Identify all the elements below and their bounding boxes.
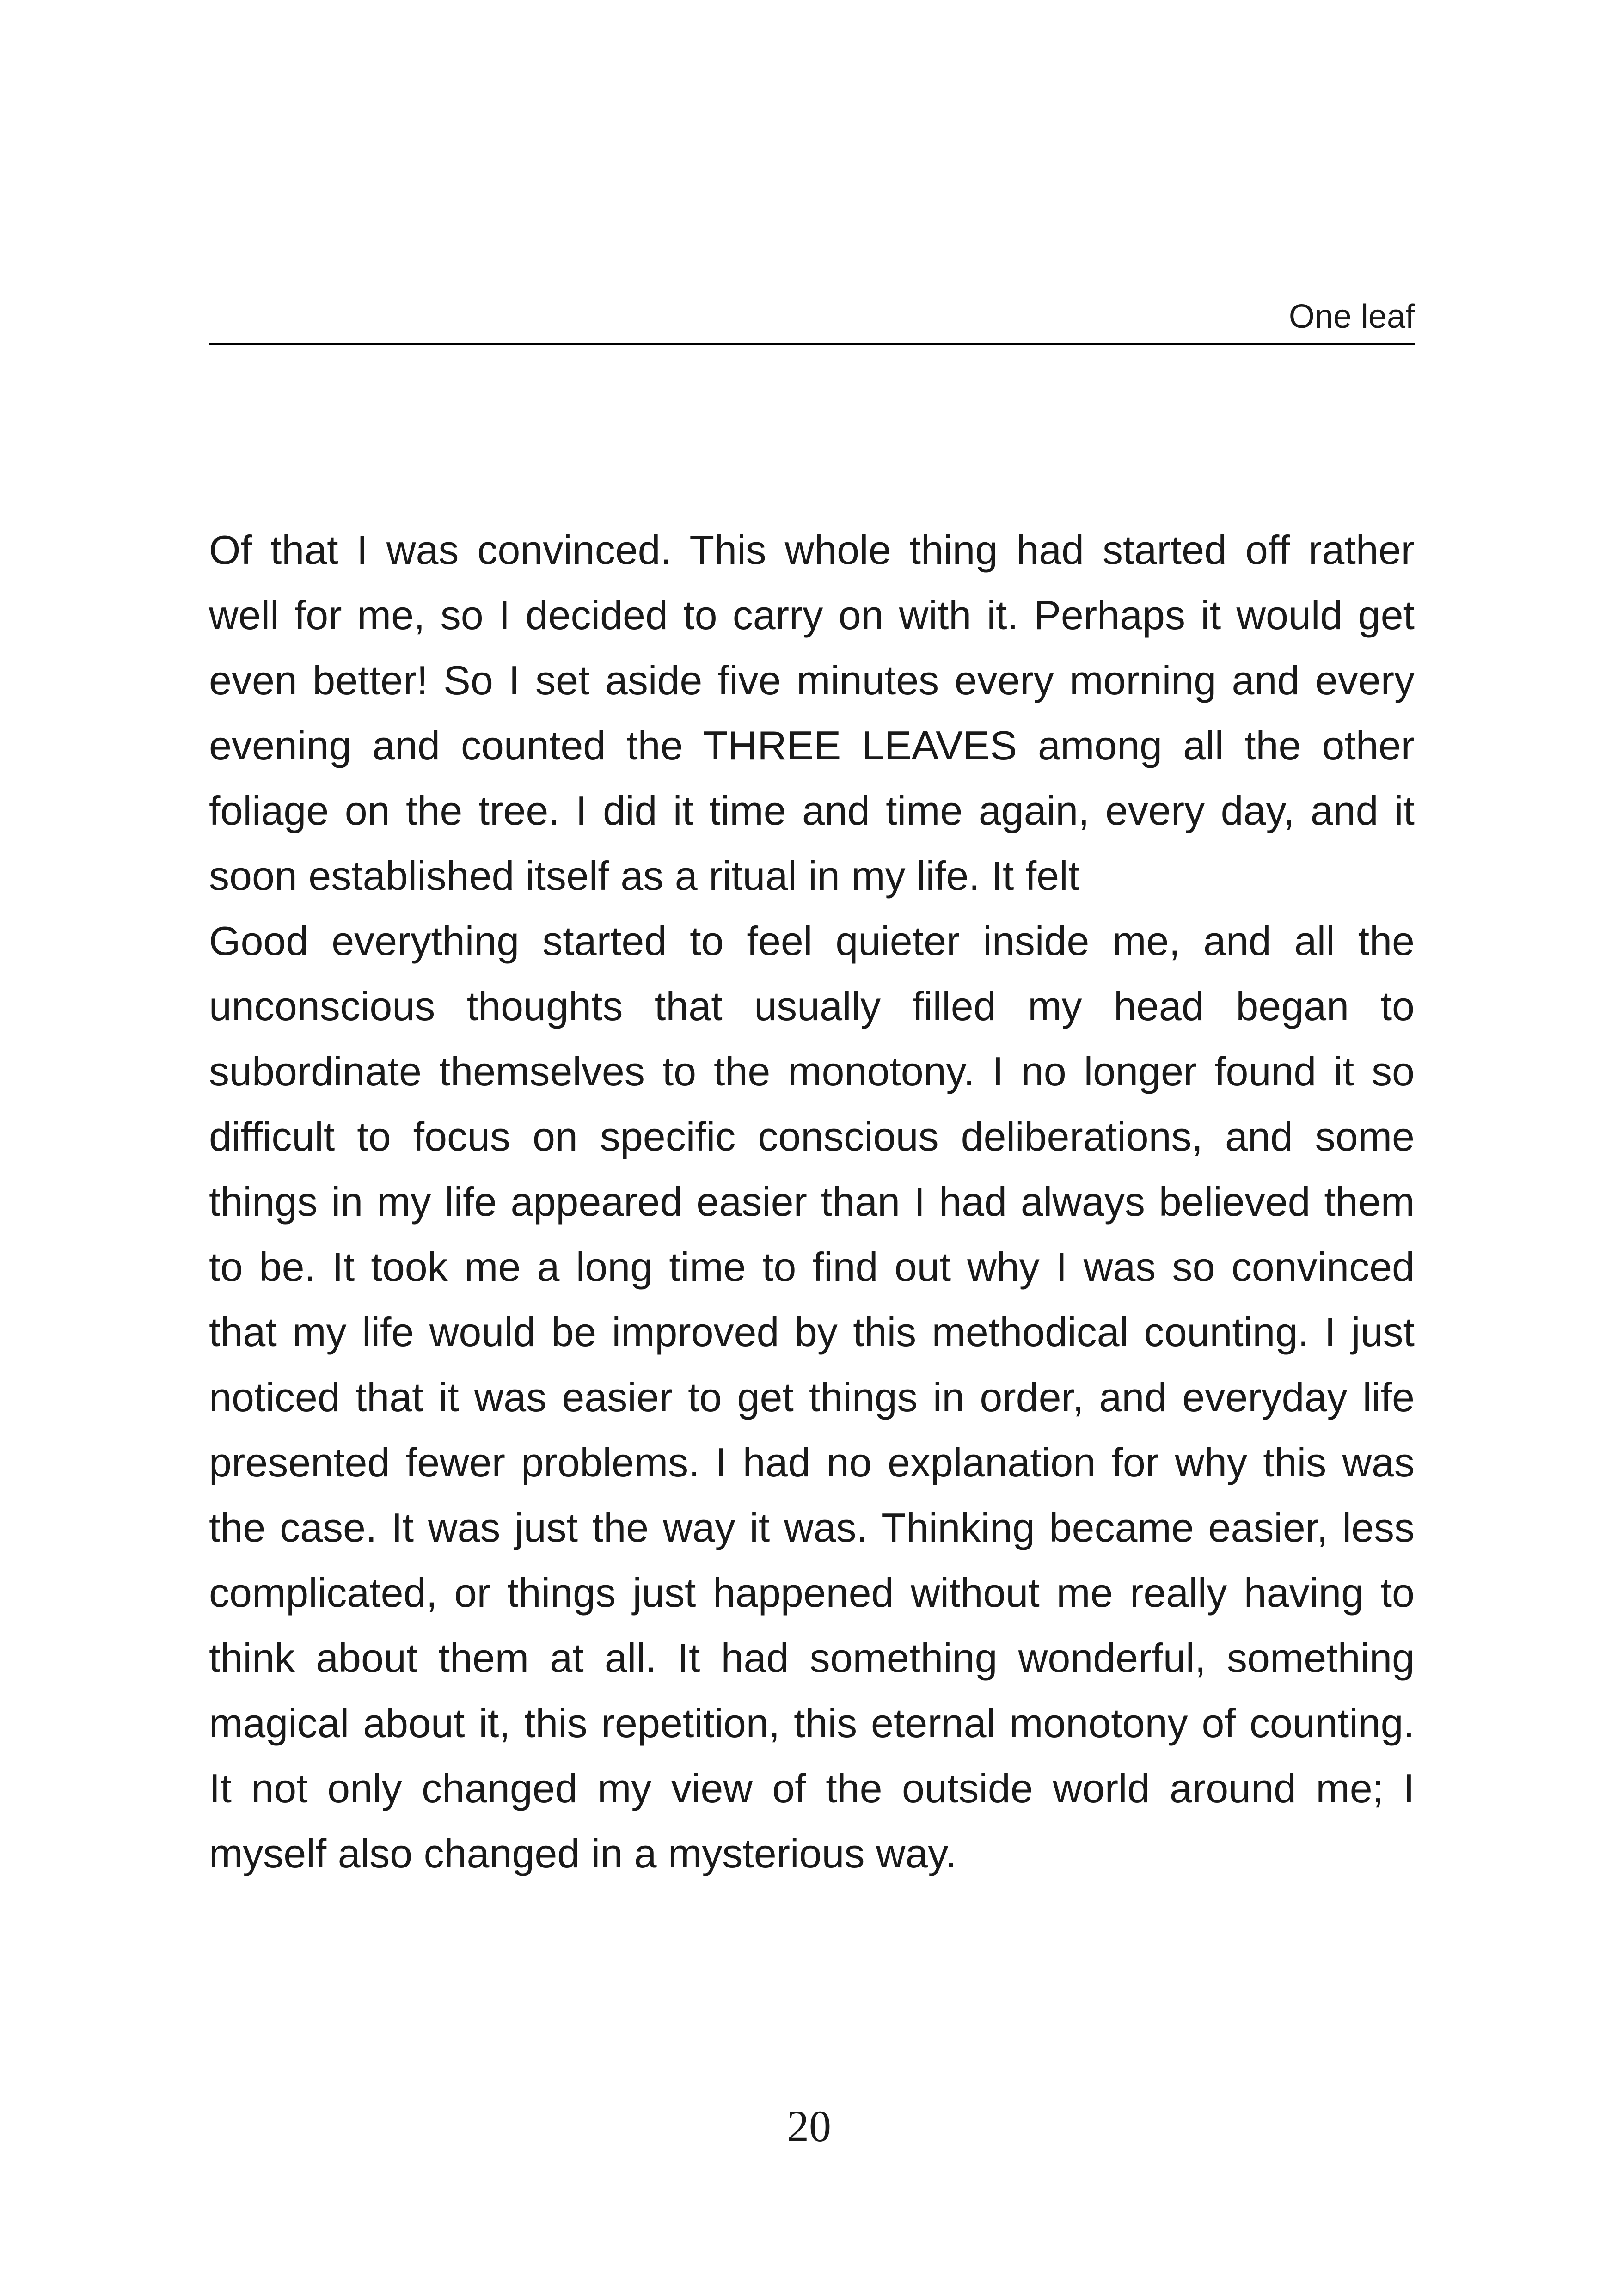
- paragraph: Of that I was convinced. This whole thing had started off rather well for me, so I decided to carry on with it. Perhaps it would get even better! So I set aside five minutes every morning and every evening and counted the THREE LEAVES among all the other foliage on the tree. I did it time and time again, every day, and it soon established itself as a ritual in my life. It felt: [209, 527, 1415, 899]
- paragraph: Good everything started to feel quieter inside me, and all the unconscious thoughts that usually filled my head began to subordinate themselves to the monotony. I no longer found it so difficult to focus on specific conscious deliberations, and some things in my life appeared easier than I had always believed them to be. It took me a long time to find out why I was so convinced that my life would be improved by this methodical counting. I just noticed that it was easier to get things in order, and everyday life presented fewer problems. I had no explanation for why this was the case. It was just the way it was. Thinking became easier, less complicated, or things just happened without me really having to think about them at all. It had something wonderful, something magical about it, this repetition, this eternal monotony of counting. It not only changed my view of the outside world around me; I myself also changed in a mysterious way.: [209, 918, 1415, 1876]
- running-header-title: One leaf: [1288, 298, 1415, 335]
- header-rule: [209, 343, 1415, 345]
- body-text: [209, 517, 1415, 1886]
- page-number: 20: [787, 2101, 831, 2151]
